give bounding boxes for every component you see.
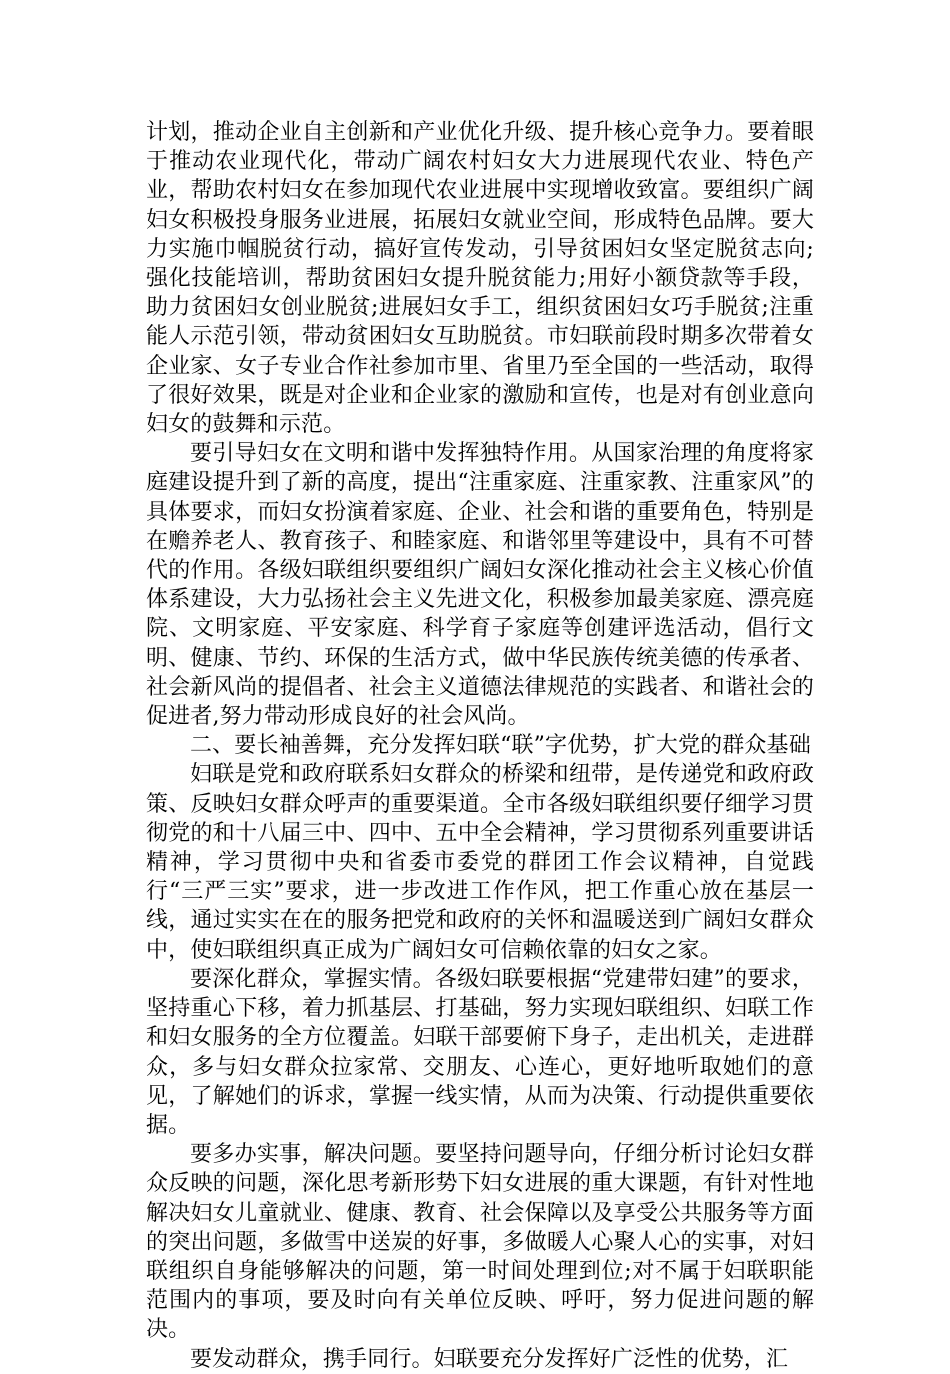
paragraph-deepen-masses: 要深化群众，掌握实情。各级妇联要根据“党建带妇建”的要求，坚持重心下移，着力抓基层、打基础，努力实现妇联组织、妇联工作和妇女服务的全方位覆盖。妇联干部要俯下身子，走出机关，走进群众，多与妇女群众拉家常、交朋友、心连心，更好地听取她们的意见，了解她们的诉求，掌握一线实情，从而为决策、行动提供重要依据。 bbox=[146, 966, 814, 1138]
document-body bbox=[146, 118, 814, 1374]
paragraph-family-harmony: 要引导妇女在文明和谐中发挥独特作用。从国家治理的角度将家庭建设提升到了新的高度，提出“注重家庭、注重家教、注重家风”的具体要求，而妇女扮演着家庭、企业、社会和谐的重要角色，特别是在赡养老人、教育孩子、和睦家庭、和谐邻里等建设中，具有不可替代的作用。各级妇联组织要组织广阔妇女深化推动社会主义核心价值体系建设，大力弘扬社会主义先进文化，积极参加最美家庭、漂亮庭院、文明家庭、平安家庭、科学育子家庭等创建评选活动，倡行文明、健康、节约、环保的生活方式，做中华民族传统美德的传承者、社会新风尚的提倡者、社会主义道德法律规范的实践者、和谐社会的促进者,努力带动形成良好的社会风尚。 bbox=[146, 441, 814, 730]
paragraph-mobilize-masses: 要发动群众，携手同行。妇联要充分发挥好广泛性的优势，汇 bbox=[190, 1346, 789, 1372]
section-heading-2: 二、要长袖善舞，充分发挥妇联“联”字优势，扩大党的群众基础 bbox=[190, 733, 811, 759]
paragraph-continued: 计划，推动企业自主创新和产业优化升级、提升核心竞争力。要着眼于推动农业现代化，带动广阔农村妇女大力进展现代农业、特色产业，帮助农村妇女在参加现代农业进展中实现增收致富。要组织广阔妇女积极投身服务业进展，拓展妇女就业空间，形成特色品牌。要大力实施巾帼脱贫行动，搞好宣传发动，引导贫困妇女坚定脱贫志向;强化技能培训，帮助贫困妇女提升脱贫能力;用好小额贷款等手段，助力贫困妇女创业脱贫;进展妇女手工，组织贫困妇女巧手脱贫;注重能人示范引领，带动贫困妇女互助脱贫。市妇联前段时期多次带着女企业家、女子专业合作社参加市里、省里乃至全国的一些活动，取得了很好效果，既是对企业和企业家的激励和宣传，也是对有创业意向妇女的鼓舞和示范。 bbox=[146, 120, 814, 438]
paragraph-bridge-role: 妇联是党和政府联系妇女群众的桥梁和纽带，是传递党和政府政策、反映妇女群众呼声的重要渠道。全市各级妇联组织要仔细学习贯彻党的和十八届三中、四中、五中全会精神，学习贯彻系列重要讲话精神，学习贯彻中央和省委市委党的群团工作会议精神，自觉践行“三严三实”要求，进一步改进工作作风，把工作重心放在基层一线，通过实实在在的服务把党和政府的关怀和温暖送到广阔妇女群众中，使妇联组织真正成为广阔妇女可信赖依靠的妇女之家。 bbox=[146, 762, 814, 963]
paragraph-practical-matters: 要多办实事，解决问题。要坚持问题导向，仔细分析讨论妇女群众反映的问题，深化思考新形势下妇女进展的重大课题，有针对性地解决妇女儿童就业、健康、教育、社会保障以及享受公共服务等方面的突出问题，多做雪中送炭的好事，多做暖人心聚人心的实事，对妇联组织自身能够解决的问题，第一时间处理到位;对不属于妇联职能范围内的事项，要及时向有关单位反映、呼吁，努力促进问题的解决。 bbox=[146, 1142, 814, 1343]
